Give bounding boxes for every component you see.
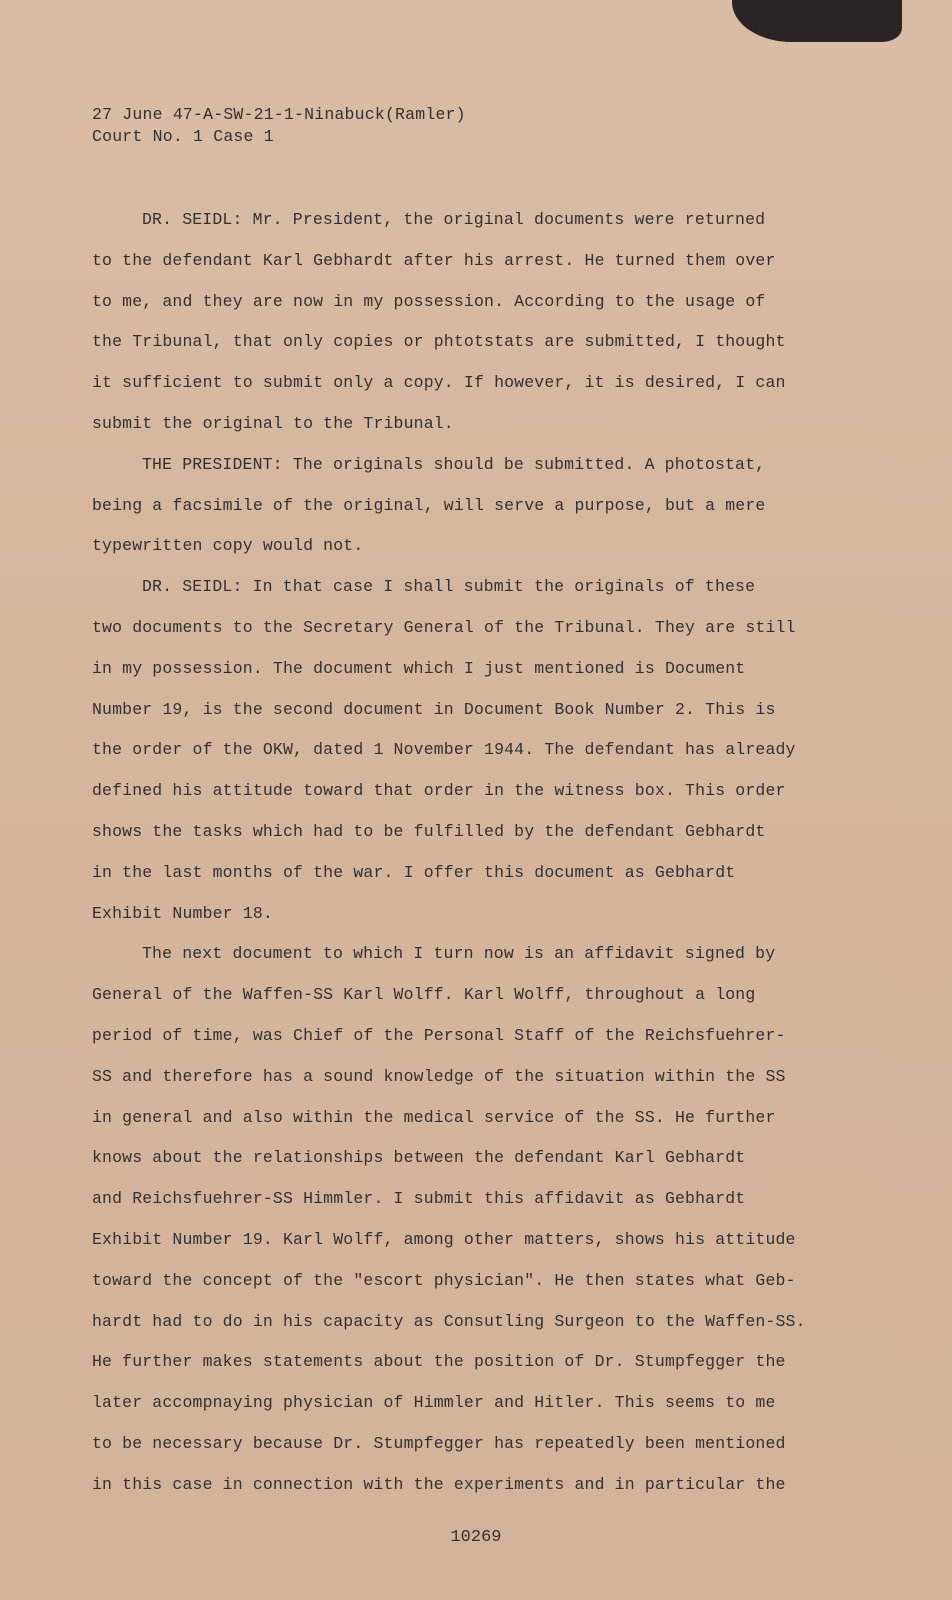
torn-corner — [732, 0, 902, 42]
transcript-line: it sufficient to submit only a copy. If however, it is desired, I can — [92, 373, 786, 393]
transcript-line: period of time, was Chief of the Personal Staff of the Reichsfuehrer- — [92, 1025, 786, 1045]
transcript-body — [92, 200, 822, 1506]
transcript-line: SS and therefore has a sound knowledge of the situation within the SS — [92, 1066, 786, 1086]
transcript-line: defined his attitude toward that order in the witness box. This order — [92, 781, 786, 801]
transcript-line: toward the concept of the "escort physician". He then states what Geb- — [92, 1270, 796, 1290]
transcript-line: General of the Waffen-SS Karl Wolff. Karl Wolff, throughout a long — [92, 985, 756, 1005]
transcript-line: shows the tasks which had to be fulfilled by the defendant Gebhardt — [92, 821, 766, 841]
transcript-line: typewritten copy would not. — [92, 536, 364, 556]
transcript-line: later accompnaying physician of Himmler and Hitler. This seems to me — [92, 1393, 776, 1413]
page-number: 10269 — [450, 1528, 502, 1547]
transcript-line: to me, and they are now in my possession. According to the usage of — [92, 291, 766, 311]
header-line-2: Court No. 1 Case 1 — [92, 127, 274, 146]
transcript-line: He further makes statements about the position of Dr. Stumpfegger the — [92, 1352, 786, 1372]
transcript-line: DR. SEIDL: Mr. President, the original documents were returned — [142, 210, 766, 229]
transcript-line: submit the original to the Tribunal. — [92, 413, 454, 433]
transcript-line: knows about the relationships between the defendant Karl Gebhardt — [92, 1148, 746, 1168]
transcript-line: DR. SEIDL: In that case I shall submit the originals of these — [142, 577, 756, 597]
transcript-line: THE PRESIDENT: The originals should be submitted. A photostat, — [142, 454, 766, 474]
transcript-line: Number 19, is the second document in Document Book Number 2. This is — [92, 699, 776, 719]
transcript-line: hardt had to do in his capacity as Consutling Surgeon to the Waffen-SS. — [92, 1311, 806, 1331]
transcript-line: being a facsimile of the original, will serve a purpose, but a mere — [92, 495, 766, 515]
transcript-line: the Tribunal, that only copies or phtotstats are submitted, I thought — [92, 332, 786, 352]
transcript-paragraph — [92, 200, 822, 445]
transcript-line: Exhibit Number 19. Karl Wolff, among other matters, shows his attitude — [92, 1229, 796, 1249]
header-line-1: 27 June 47-A-SW-21-1-Ninabuck(Ramler) — [92, 105, 466, 124]
transcript-line: the order of the OKW, dated 1 November 1944. The defendant has already — [92, 740, 796, 760]
transcript-paragraph — [92, 567, 822, 934]
transcript-line: in this case in connection with the experiments and in particular the — [92, 1474, 786, 1494]
transcript-line: and Reichsfuehrer-SS Himmler. I submit this affidavit as Gebhardt — [92, 1189, 746, 1209]
document-header — [92, 104, 466, 148]
transcript-line: in the last months of the war. I offer this document as Gebhardt — [92, 862, 736, 882]
transcript-line: The next document to which I turn now is an affidavit signed by — [142, 944, 776, 964]
transcript-line: Exhibit Number 18. — [92, 903, 273, 923]
transcript-line: to be necessary because Dr. Stumpfegger has repeatedly been mentioned — [92, 1433, 786, 1453]
transcript-paragraph — [92, 934, 822, 1505]
transcript-line: to the defendant Karl Gebhardt after his arrest. He turned them over — [92, 250, 776, 270]
transcript-line: in my possession. The document which I just mentioned is Document — [92, 658, 746, 678]
transcript-line: in general and also within the medical service of the SS. He further — [92, 1107, 776, 1127]
transcript-paragraph — [92, 445, 822, 567]
transcript-line: two documents to the Secretary General of the Tribunal. They are still — [92, 617, 796, 637]
